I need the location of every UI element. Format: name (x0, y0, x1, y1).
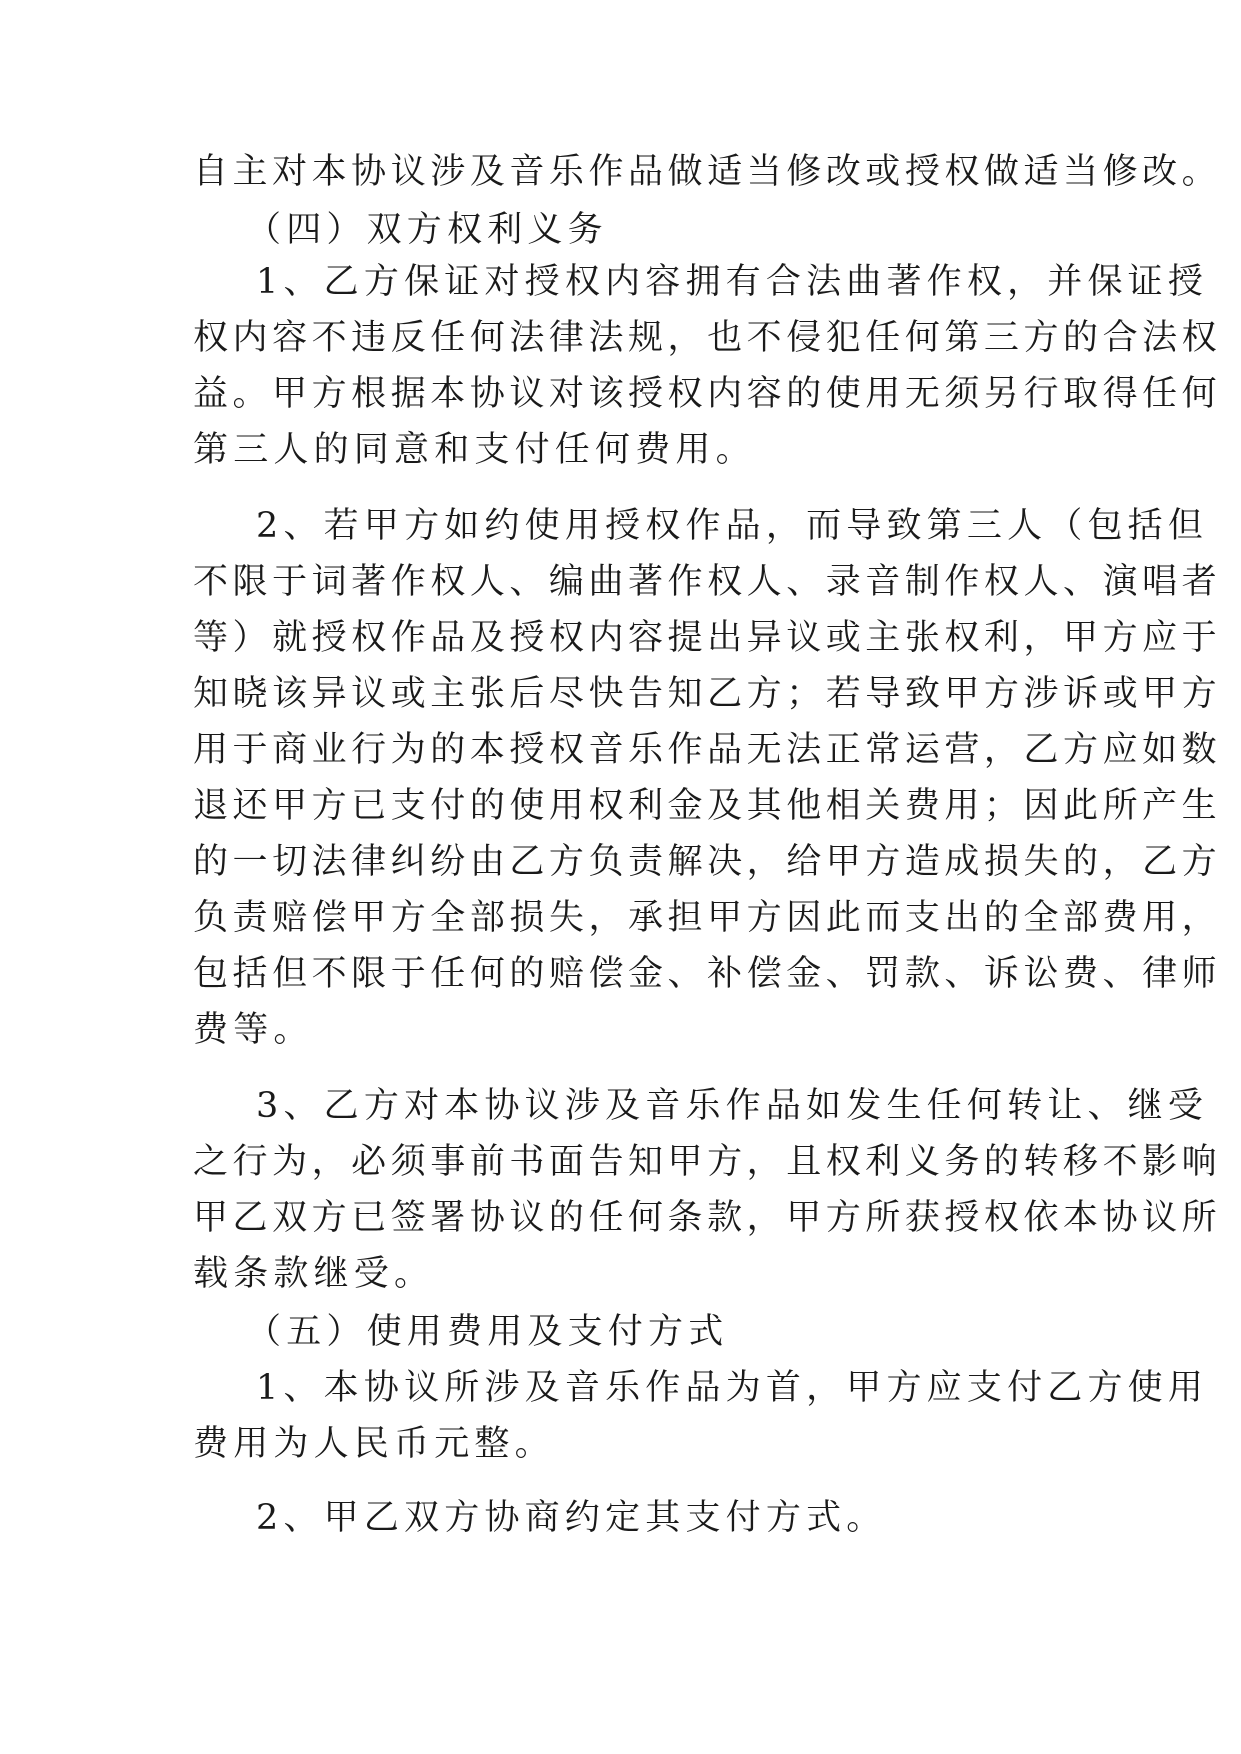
text-line: 甲乙双方已签署协议的任何条款，甲方所获授权依本协议所 (193, 1198, 1222, 1238)
text-line: 载条款继受。 (193, 1254, 435, 1294)
text-line: 益。甲方根据本协议对该授权内容的使用无须另行取得任何 (193, 374, 1222, 414)
text-line: 第三人的同意和支付任何费用。 (193, 430, 756, 470)
text-line: 1、乙方保证对授权内容拥有合法曲著作权，并保证授 (256, 262, 1209, 302)
text-line: 退还甲方已支付的使用权利金及其他相关费用；因此所产生 (193, 786, 1222, 826)
section-heading-4: （四）双方权利义务 (246, 210, 608, 250)
text-line: 3、乙方对本协议涉及音乐作品如发生任何转让、继受 (256, 1086, 1209, 1126)
text-line: 费等。 (193, 1010, 314, 1050)
text-line: 1、本协议所涉及音乐作品为首，甲方应支付乙方使用 (256, 1368, 1209, 1408)
text-line: 知晓该异议或主张后尽快告知乙方；若导致甲方涉诉或甲方 (193, 674, 1222, 714)
text-line: 之行为，必须事前书面告知甲方，且权利义务的转移不影响 (193, 1142, 1222, 1182)
text-line: 负责赔偿甲方全部损失，承担甲方因此而支出的全部费用， (193, 898, 1222, 938)
text-line: 2、若甲方如约使用授权作品，而导致第三人（包括但 (256, 506, 1209, 546)
text-line: 自主对本协议涉及音乐作品做适当修改或授权做适当修改。 (193, 152, 1222, 192)
text-line: 不限于词著作权人、编曲著作权人、录音制作权人、演唱者 (193, 562, 1222, 602)
text-line: 的一切法律纠纷由乙方负责解决，给甲方造成损失的，乙方 (193, 842, 1222, 882)
text-line: 等）就授权作品及授权内容提出异议或主张权利，甲方应于 (193, 618, 1222, 658)
text-line: 2、甲乙双方协商约定其支付方式。 (256, 1498, 887, 1538)
text-line: 权内容不违反任何法律法规，也不侵犯任何第三方的合法权 (193, 318, 1222, 358)
text-line: 费用为人民币元整。 (193, 1424, 555, 1464)
text-line: 用于商业行为的本授权音乐作品无法正常运营，乙方应如数 (193, 730, 1222, 770)
text-line: 包括但不限于任何的赔偿金、补偿金、罚款、诉讼费、律师 (193, 954, 1222, 994)
section-heading-5: （五）使用费用及支付方式 (246, 1312, 729, 1352)
